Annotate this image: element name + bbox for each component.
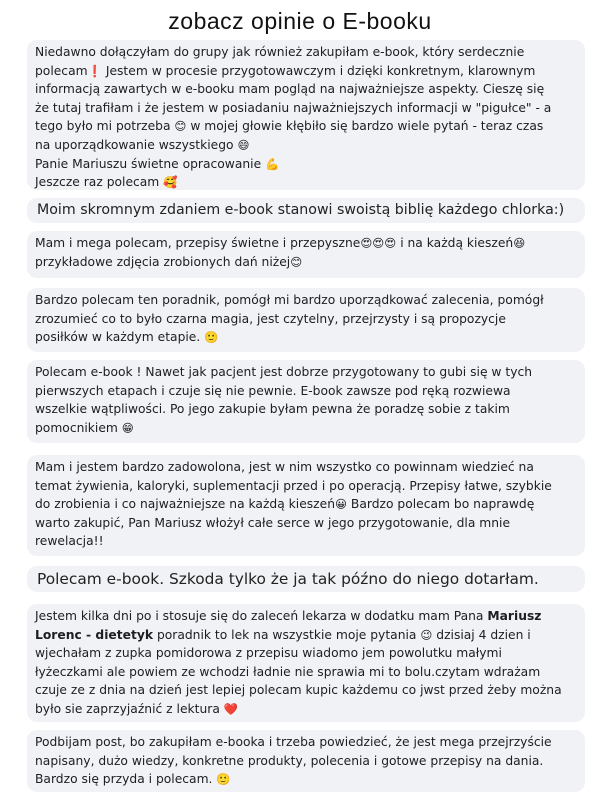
review-line: informacją zawartych w e-booku mam pogląd na najważniejsze aspekty. Cieszę się (35, 82, 545, 97)
banner-text: Polecam e-book. Szkoda tylko że ja tak późno do niego dotarłam. (37, 570, 539, 588)
review-line: posiłków w każdym etapie. 🙂 (35, 330, 219, 345)
review-line: że tutaj trafiłam i że jestem w posiadaniu najważniejszych informacji w "pigułce" - a (35, 100, 552, 115)
smile-emoji-icon: 😊 (174, 119, 187, 134)
flexed-biceps-emoji-icon: 💪 (265, 156, 280, 171)
review-line: Bardzo polecam ten poradnik, pomógł mi bardzo uporządkować zalecenia, pomógł (35, 293, 544, 307)
review-banner (27, 566, 585, 592)
review-line: było sie zaprzyjaźnić z lektura ❤️ (35, 701, 239, 716)
review-card (27, 604, 585, 722)
review-line: zrozumieć co to było czarna magia, jest czytelny, przejrzysty i są propozycje (35, 311, 506, 326)
grin-emoji-icon: 😄 (237, 137, 250, 152)
slight-smile-emoji-icon: 🙂 (216, 772, 231, 787)
review-line: Niedawno dołączyłam do grupy jak również zakupiłam e-book, który serdecznie (35, 45, 525, 59)
heart-emoji-icon: ❤️ (223, 701, 239, 716)
heart-eyes-emoji-icon: 😍😍😍 (360, 236, 397, 250)
review-card (27, 730, 585, 792)
author-name: Mariusz (487, 609, 542, 623)
review-banner (27, 198, 585, 223)
review-line: Polecam e-book ! Nawet jak pacjent jest dobrze przygotowany to gubi się w tych (35, 365, 533, 379)
review-line: Mam i jestem bardzo zadowolona, jest w nim wszystko co powinnam wiedzieć na (35, 460, 534, 474)
review-card (27, 40, 585, 190)
review-line: pomocnikiem 😁 (35, 420, 134, 435)
page-title: zobacz opinie o E-booku (168, 8, 432, 34)
review-line: temat żywienia, kaloryki, suplementacji przed i po operacją. Przepisy łatwe, szybkie (35, 478, 552, 493)
review-line: Jestem kilka dni po i stosuje się do zaleceń lekarza w dodatku mam Pana Mariusz (35, 609, 542, 623)
review-line: przykładowe zdjęcia zrobionych dań niżej😊 (35, 254, 303, 269)
review-card (27, 231, 585, 278)
review-line: Panie Mariuszu świetne opracowanie 💪 (35, 156, 280, 171)
review-line: łyżeczkami ale powiem ze wchodzi ładnie nie sprawia mi to bolu.czytam wdrażam (35, 664, 541, 679)
review-line: pierwszych etapach i czuje się nie pewnie. E-book zawsze pod ręką rozwiewa (35, 383, 511, 398)
review-line: do zrobienia i co najważniejsze na każdą kieszeń😀 Bardzo polecam bo naprawdę (35, 497, 535, 512)
wink-emoji-icon: 😉 (420, 627, 433, 642)
laughing-emoji-icon: 😆 (513, 236, 526, 250)
review-line: Lorenc - dietetyk poradnik to lek na wszystkie moje pytania 😉 dzisiaj 4 dzien i (35, 627, 531, 642)
review-line: napisany, dużo wiedzy, konkretne produkty, polecenia i gotowe przepisy na dania. (35, 753, 544, 768)
review-line: na uporządkowanie wszystkiego 😄 (35, 137, 250, 152)
review-line: Jeszcze raz polecam 🥰 (35, 175, 178, 190)
slight-smile-emoji-icon: 🙂 (204, 330, 219, 345)
exclamation-emoji-icon: ❗ (87, 63, 102, 78)
review-line: Bardzo się przyda i polecam. 🙂 (35, 772, 231, 787)
smile-emoji-icon: 😊 (290, 254, 303, 269)
review-card (27, 288, 585, 352)
author-name: Lorenc - dietetyk (35, 627, 154, 642)
beaming-emoji-icon: 😁 (121, 420, 134, 435)
review-line: wjechałam z zupka pomidorowa z przepisu wiadomo jem powolutku małymi (35, 646, 502, 661)
review-line: Mam i mega polecam, przepisy świetne i przepyszne😍😍😍 i na każdą kieszeń😆 (35, 236, 526, 250)
review-card (27, 360, 585, 443)
review-line: czuje ze z dnia na dzień jest lepiej polecam kupic każdemu co jwst przed żeby można (35, 683, 562, 698)
review-line: polecam❗ Jestem w procesie przygotowawczym i dzięki konkretnym, klarownym (35, 63, 536, 78)
review-card (27, 455, 585, 556)
review-line: Podbijam post, bo zakupiłam e-booka i trzeba powiedzieć, że jest mega przejrzyście (35, 735, 552, 749)
banner-text: Moim skromnym zdaniem e-book stanowi swoistą biblię każdego chlorka:) (37, 202, 565, 218)
review-line: warto zakupić, Pan Mariusz włożył całe serce w jego przygotowanie, dla mnie (35, 515, 511, 530)
review-line: tego było mi potrzeba 😊 w mojej głowie kłębiło się bardzo wiele pytań - teraz czas (35, 119, 544, 134)
review-line: wszelkie wątpliwości. Po jego zakupie byłam pewna że poradzę sobie z takim (35, 402, 510, 417)
review-line: rewelacja!! (35, 534, 104, 549)
grinning-emoji-icon: 😀 (335, 497, 347, 512)
smiling-hearts-emoji-icon: 🥰 (163, 175, 178, 190)
